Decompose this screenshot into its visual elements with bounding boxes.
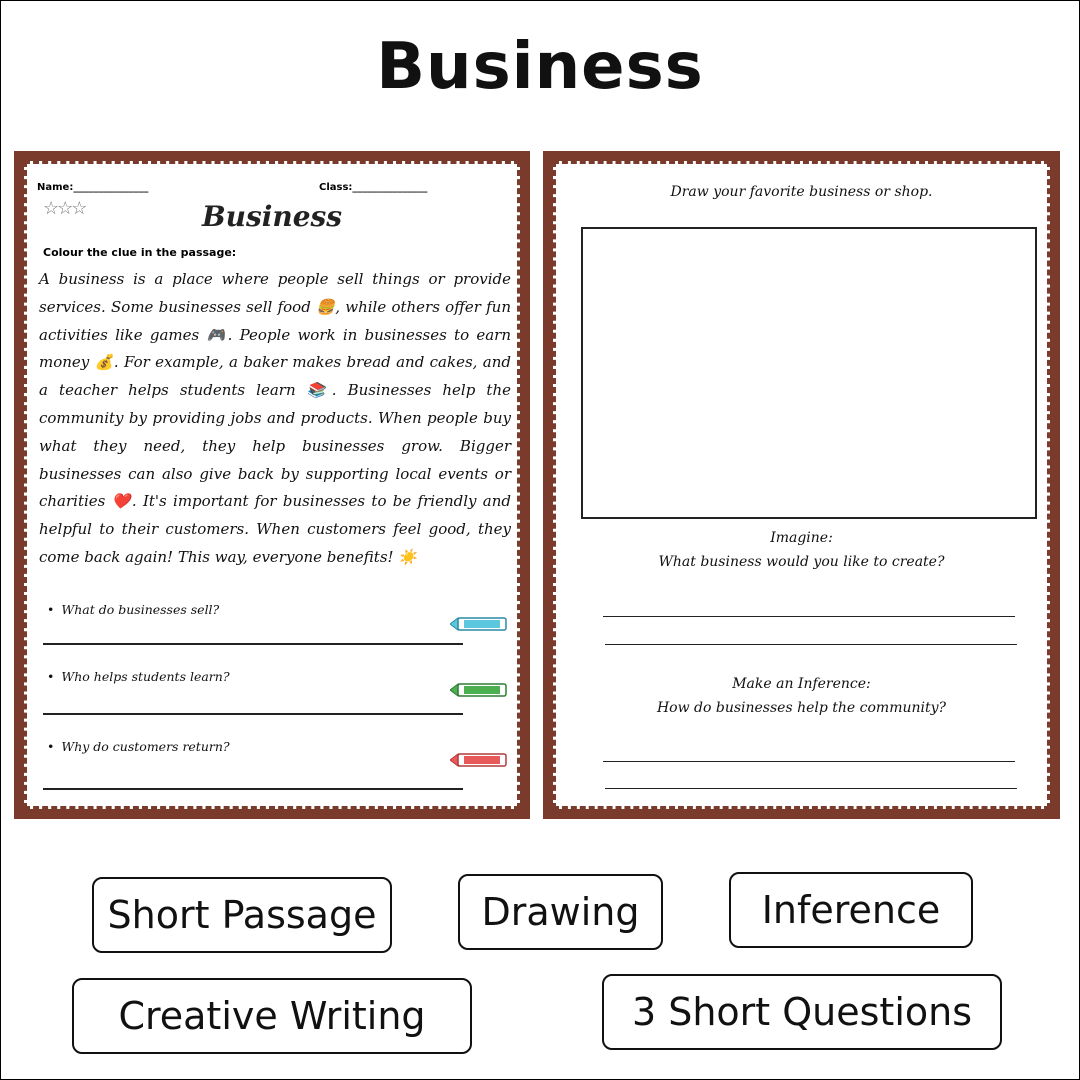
name-field: Name:_______________ [37, 182, 149, 193]
tag-inference: Inference [729, 872, 973, 948]
bullet: • [47, 739, 55, 754]
crayon-icon [450, 682, 508, 698]
tag-short-passage: Short Passage [92, 877, 392, 953]
rating-stars: ☆☆☆ [43, 198, 86, 218]
worksheet-title: Business [201, 200, 343, 233]
imagine-question: What business would you like to create? [658, 554, 945, 570]
crayon-icon [450, 616, 508, 632]
draw-prompt: Draw your favorite business or shop. [670, 184, 933, 200]
worksheet-paper [33, 170, 511, 800]
writing-line [605, 788, 1017, 789]
question-3 [47, 739, 230, 754]
writing-line [603, 616, 1015, 617]
question-text: Who helps students learn? [61, 669, 230, 684]
imagine-label: Imagine: [770, 530, 833, 546]
inference-label: Make an Inference: [732, 676, 871, 692]
inference-question: How do businesses help the community? [656, 700, 947, 716]
page-title: Business [376, 30, 704, 104]
answer-line [43, 713, 463, 715]
tag-drawing: Drawing [458, 874, 663, 950]
question-1 [47, 602, 219, 617]
crayon-icon [450, 752, 508, 768]
question-2 [47, 669, 230, 684]
writing-line [605, 644, 1017, 645]
dashed-frame [553, 161, 1050, 809]
drawing-box [581, 227, 1037, 519]
answer-line [43, 643, 463, 645]
bullet: • [47, 602, 55, 617]
dashed-frame [24, 161, 520, 809]
reading-passage: A business is a place where people sell things or provide services. Some businesses sell food 🍔, while others offer fun activities like games 🎮. People work in businesses to earn money 💰. For example, a baker makes bread and cakes, and a teacher helps students learn 📚. Businesses help the community by providing jobs and products. When people buy what they need, they help businesses grow. Bigger businesses can also give back by supporting local events or charities ❤️. It's important for businesses to be friendly and helpful to their customers. When customers feel good, they come back again! This way, everyone benefits! ☀️ [39, 270, 511, 566]
tag-3-short-questions: 3 Short Questions [602, 974, 1002, 1050]
answer-line [43, 788, 463, 790]
writing-line [603, 761, 1015, 762]
instruction-text: Colour the clue in the passage: [43, 246, 237, 259]
question-text: Why do customers return? [61, 739, 230, 754]
worksheet-activities-preview [543, 151, 1060, 819]
class-field: Class:_______________ [319, 182, 428, 193]
tag-creative-writing: Creative Writing [72, 978, 472, 1054]
worksheet-passage-preview [14, 151, 530, 819]
bullet: • [47, 669, 55, 684]
question-text: What do businesses sell? [61, 602, 220, 617]
worksheet-paper [562, 170, 1041, 800]
